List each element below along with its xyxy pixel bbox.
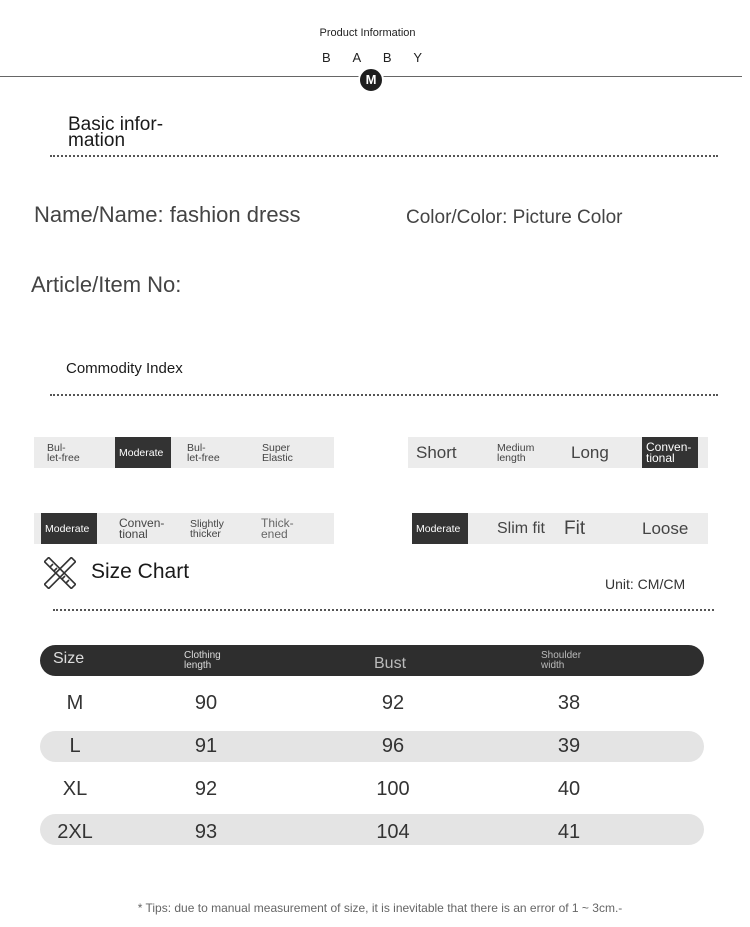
commodity-index-title: Commodity Index: [66, 360, 183, 377]
cell-size: XL: [62, 778, 88, 800]
letter: Y: [413, 50, 422, 65]
index-option-selected: Moderate: [115, 437, 171, 468]
table-row: [0, 778, 750, 806]
cell-clothing-length: 90: [194, 692, 218, 714]
cell-shoulder-width: 38: [557, 692, 581, 714]
index-option: Slightly thicker: [190, 517, 224, 540]
measurement-tip: * Tips: due to manual measurement of size, it is inevitable that there is an error of 1 ~ 3cm.-: [137, 901, 623, 915]
cell-shoulder-width: 39: [557, 735, 581, 757]
index-option-selected: Conven- tional: [642, 437, 698, 468]
cell-bust: 96: [381, 735, 405, 757]
basic-information-title: [68, 114, 164, 151]
m-badge: M: [358, 67, 384, 93]
table-row: [0, 735, 750, 763]
size-chart-divider: [53, 609, 714, 611]
header-clothing-length: Clothing length: [184, 650, 221, 671]
cell-size: L: [69, 735, 81, 757]
letter: B: [322, 50, 331, 65]
cell-shoulder-width: 41: [557, 821, 581, 843]
length-bar: [408, 437, 708, 468]
basic-information-line2: mation: [68, 130, 126, 151]
cell-clothing-length: 92: [194, 778, 218, 800]
header-bust: Bust: [374, 655, 407, 672]
cell-bust: 100: [376, 778, 410, 800]
index-option: Fit: [564, 517, 586, 539]
ruler-pencil-icon: [44, 557, 76, 589]
index-option: Bul- let-free: [187, 441, 220, 464]
commodity-index-divider: [50, 394, 718, 396]
index-option-selected: Moderate: [412, 513, 468, 544]
index-option: Medium length: [497, 441, 535, 464]
index-option: Conven- tional: [119, 515, 165, 541]
letter: A: [352, 50, 362, 65]
name-value: Name/Name: fashion dress: [34, 202, 301, 227]
index-option: Short: [416, 442, 457, 462]
baby-letters: [322, 50, 422, 65]
index-option: Loose: [642, 518, 689, 538]
cell-clothing-length: 91: [194, 735, 218, 757]
unit-label: Unit: CM/CM: [605, 576, 686, 592]
color-value: Color/Color: Picture Color: [406, 207, 623, 228]
size-table-header: [40, 645, 704, 676]
index-option: Slim fit: [497, 519, 545, 537]
cell-bust: 104: [376, 821, 410, 843]
article-no: Article/Item No:: [31, 272, 182, 297]
thickness-bar: [34, 513, 334, 544]
table-row: [0, 821, 750, 849]
cell-clothing-length: 93: [194, 821, 218, 843]
header-size: Size: [53, 650, 85, 667]
cell-shoulder-width: 40: [557, 778, 581, 800]
index-option: Thick- ened: [261, 515, 294, 541]
table-row: [0, 692, 750, 720]
fit-bar: [412, 513, 708, 544]
cell-size: 2XL: [57, 821, 93, 843]
basic-information-line1: Basic infor-: [68, 114, 164, 135]
size-chart-title: Size Chart: [91, 560, 190, 583]
basic-info-divider: [50, 155, 718, 157]
index-option-selected: Moderate: [41, 513, 97, 544]
cell-size: M: [66, 692, 84, 714]
index-option: Long: [571, 442, 609, 462]
cell-bust: 92: [381, 692, 405, 714]
elasticity-bar: [34, 437, 334, 468]
letter: B: [382, 50, 392, 65]
product-information-title: Product Information: [319, 27, 416, 39]
index-option: Super Elastic: [262, 441, 293, 464]
index-option: Bul- let-free: [47, 441, 80, 464]
header-shoulder-width: Shoulder width: [541, 650, 582, 671]
